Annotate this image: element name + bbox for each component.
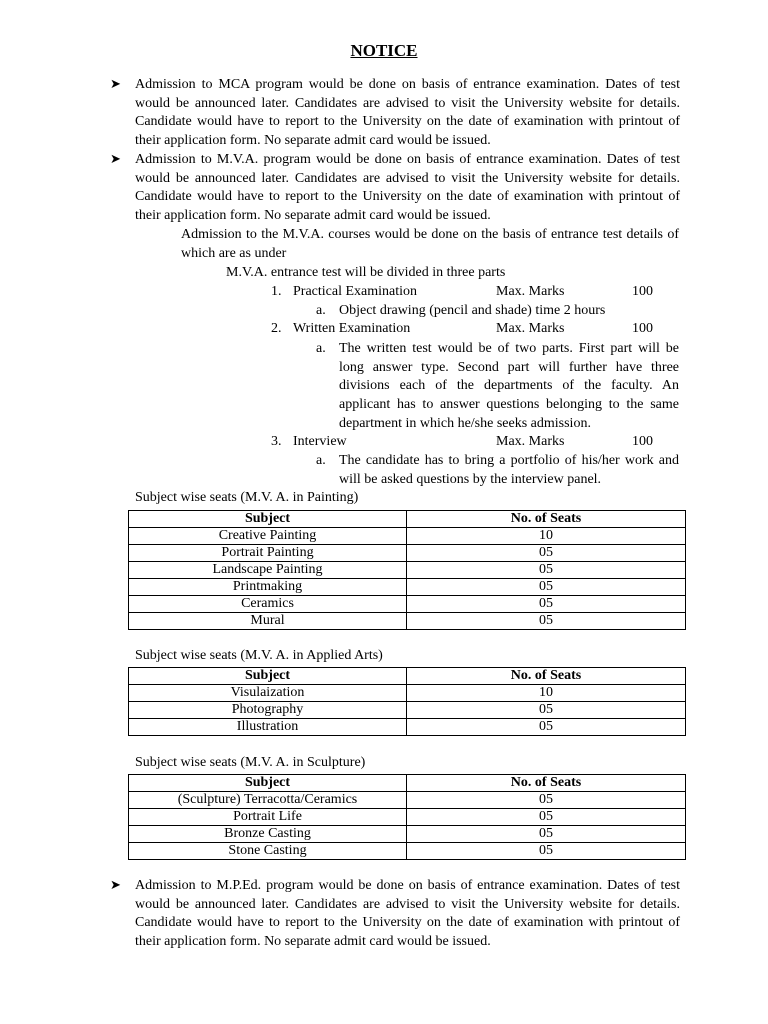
table-row (129, 702, 686, 719)
seats-cell: 05 (407, 562, 686, 579)
part-sub-text: The candidate has to bring a portfolio of his/her work and will be asked questions by the interview panel. (339, 453, 679, 487)
bullet-text: Admission to M.P.Ed. program would be done on basis of entrance examination. Dates of test would be announced later. Candidates are advised to visit the University website for details. Candidate would have to report to the University on the date of examination with printout of their application form. No separate admit card would be issued. (135, 878, 680, 950)
table-row (129, 562, 686, 579)
bullet-mca (110, 76, 680, 151)
seats-cell: 05 (407, 702, 686, 719)
part-marks: 100 (632, 321, 653, 336)
subject-cell: Mural (129, 613, 407, 630)
bullet-mped (110, 877, 680, 952)
mva-intro: Admission to the M.V.A. courses would be done on the basis of entrance test details of which are as under (181, 227, 679, 261)
bullet-text: Admission to MCA program would be done on basis of entrance examination. Dates of test would be announced later. Candidates are advised to visit the University website for details. Candidate would have to report to the University on the date of examination with printout of their application form. No separate admit card would be issued. (135, 77, 680, 149)
part-number: 1. (271, 284, 282, 299)
seats-table-applied-arts (128, 667, 686, 736)
part-sub-letter: a. (316, 303, 326, 318)
arrow-bullet-icon: ➤ (110, 878, 121, 893)
subject-cell: Stone Casting (129, 843, 407, 860)
table-row (129, 528, 686, 545)
table-row (129, 826, 686, 843)
seats-header: No. of Seats (407, 511, 686, 528)
part-sub-letter: a. (316, 341, 326, 356)
subject-cell: Creative Painting (129, 528, 407, 545)
subject-cell: Bronze Casting (129, 826, 407, 843)
part-sub-letter: a. (316, 453, 326, 468)
arrow-bullet-icon: ➤ (110, 77, 121, 92)
seats-cell: 05 (407, 792, 686, 809)
table-header-row (129, 511, 686, 528)
subject-cell: Portrait Life (129, 809, 407, 826)
part-marks-label: Max. Marks (496, 321, 565, 336)
bullet-mva (110, 151, 680, 226)
subject-cell: Photography (129, 702, 407, 719)
part-sub-text: Object drawing (pencil and shade) time 2 hours (339, 303, 606, 318)
table-header-row (129, 668, 686, 685)
subject-cell: Portrait Painting (129, 545, 407, 562)
part-number: 3. (271, 434, 282, 449)
seats-cell: 10 (407, 685, 686, 702)
part-marks: 100 (632, 284, 653, 299)
subject-cell: Ceramics (129, 596, 407, 613)
seats-cell: 05 (407, 809, 686, 826)
table-row (129, 545, 686, 562)
subject-header: Subject (129, 668, 407, 685)
table-row (129, 843, 686, 860)
seats-cell: 05 (407, 843, 686, 860)
table-row (129, 685, 686, 702)
mva-parts-line: M.V.A. entrance test will be divided in three parts (226, 265, 506, 280)
part-marks-label: Max. Marks (496, 434, 565, 449)
seats-cell: 05 (407, 579, 686, 596)
subject-cell: Illustration (129, 719, 407, 736)
arrow-bullet-icon: ➤ (110, 152, 121, 167)
table-caption-applied-arts: Subject wise seats (M.V. A. in Applied Arts) (135, 648, 383, 663)
seats-cell: 05 (407, 826, 686, 843)
part-marks-label: Max. Marks (496, 284, 565, 299)
seats-header: No. of Seats (407, 668, 686, 685)
seats-cell: 10 (407, 528, 686, 545)
subject-header: Subject (129, 511, 407, 528)
seats-table-painting (128, 510, 686, 630)
seats-cell: 05 (407, 545, 686, 562)
subject-cell: Printmaking (129, 579, 407, 596)
page-title: NOTICE (350, 41, 418, 60)
subject-header: Subject (129, 775, 407, 792)
part-name: Written Examination (293, 321, 411, 336)
subject-cell: (Sculpture) Terracotta/Ceramics (129, 792, 407, 809)
part-marks: 100 (632, 434, 653, 449)
subject-cell: Landscape Painting (129, 562, 407, 579)
seats-cell: 05 (407, 596, 686, 613)
subject-cell: Visulaization (129, 685, 407, 702)
table-row (129, 613, 686, 630)
table-row (129, 792, 686, 809)
table-header-row (129, 775, 686, 792)
part-name: Practical Examination (293, 284, 418, 299)
part-name: Interview (293, 434, 347, 449)
bullet-text: Admission to M.V.A. program would be done on basis of entrance examination. Dates of test would be announced later. Candidates are advised to visit the University website for details. Candidate would have to report to the University on the date of examination with printout of their application form. No separate admit card would be issued. (135, 152, 680, 224)
table-caption-sculpture: Subject wise seats (M.V. A. in Sculpture) (135, 755, 366, 770)
table-row (129, 719, 686, 736)
seats-cell: 05 (407, 613, 686, 630)
table-row (129, 596, 686, 613)
seats-cell: 05 (407, 719, 686, 736)
table-row (129, 579, 686, 596)
part-number: 2. (271, 321, 282, 336)
part-sub-text: The written test would be of two parts. First part will be long answer type. Second part will further have three divisions each of the departments of the faculty. An applicant has to answer questions belonging to the same department in which he/she seeks admission. (339, 341, 679, 431)
seats-header: No. of Seats (407, 775, 686, 792)
table-row (129, 809, 686, 826)
table-caption-painting: Subject wise seats (M.V. A. in Painting) (135, 490, 359, 505)
seats-table-sculpture (128, 774, 686, 860)
